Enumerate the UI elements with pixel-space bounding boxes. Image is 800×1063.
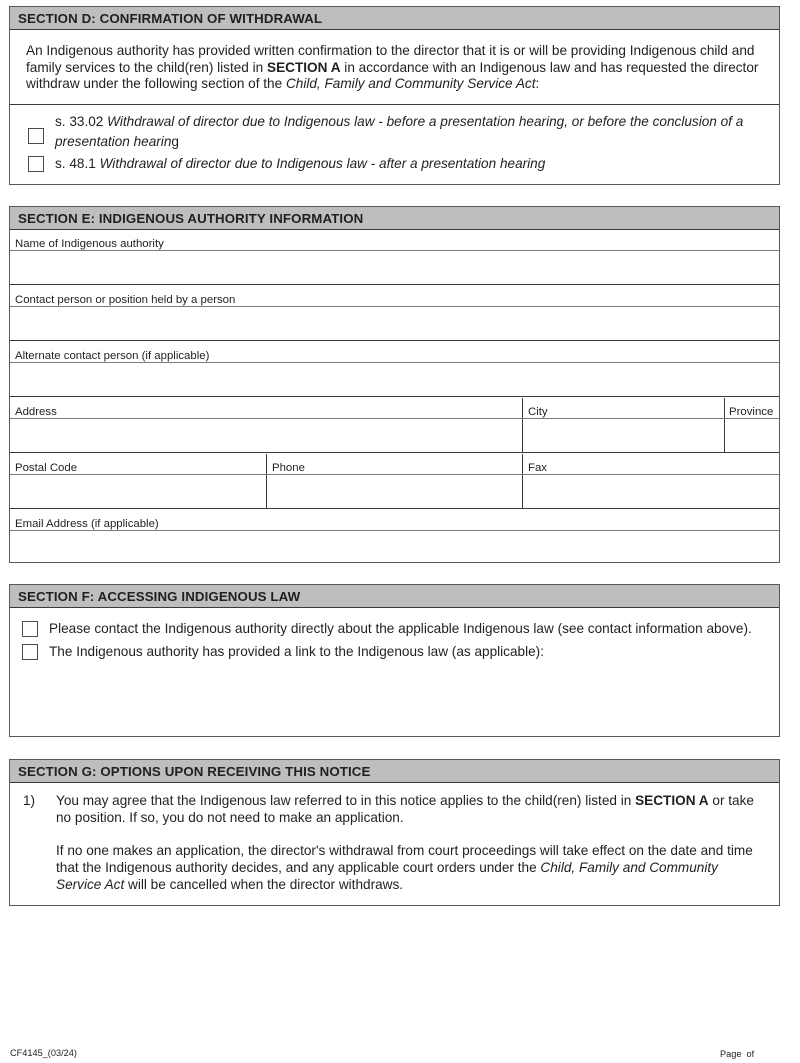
section-g-title: SECTION G: OPTIONS UPON RECEIVING THIS NOTICE xyxy=(10,760,779,783)
checkbox-s33-02[interactable] xyxy=(28,128,44,144)
postal-code-label: Postal Code xyxy=(15,462,78,474)
postal-row-labels xyxy=(10,454,779,475)
option-s33-02-section: s. 33.02 xyxy=(55,114,108,129)
province-input[interactable] xyxy=(725,419,779,452)
withdrawal-options xyxy=(10,105,779,174)
section-f-title: SECTION F: ACCESSING INDIGENOUS LAW xyxy=(10,585,779,608)
option-item xyxy=(10,783,779,894)
section-d-intro: An Indigenous authority has provided written confirmation to the director that it is or will be providing Indigenous child and family services to the child(ren) listed in SECTION A in accordance with an Indigenous law and has requested the director withdraw under the following section of the Child, Family and Community Service Act: xyxy=(10,30,779,105)
address-row-labels xyxy=(10,398,779,419)
phone-label: Phone xyxy=(266,454,522,474)
section-e-title: SECTION E: INDIGENOUS AUTHORITY INFORMATION xyxy=(10,207,779,230)
contact-person-input[interactable] xyxy=(10,307,779,340)
option-s33-02: s. 33.02 Withdrawal of director due to Indigenous law - before a presentation hearing, or before the conclusion of a presentation hearing xyxy=(10,112,779,152)
section-d-title: SECTION D: CONFIRMATION OF WITHDRAWAL xyxy=(10,7,779,30)
phone-input[interactable] xyxy=(267,475,522,508)
page-number: Page of xyxy=(720,1049,755,1059)
city-input[interactable] xyxy=(523,419,724,452)
option-item-number: 1) xyxy=(23,793,36,808)
email-label: Email Address (if applicable) xyxy=(10,510,779,531)
authority-name-input[interactable] xyxy=(10,251,779,284)
address-input[interactable] xyxy=(10,419,522,452)
fax-input[interactable] xyxy=(523,475,779,508)
authority-name-label: Name of Indigenous authority xyxy=(10,230,779,251)
option-s48-1-section: s. 48.1 xyxy=(55,156,100,171)
alternate-contact-input[interactable] xyxy=(10,363,779,396)
section-f xyxy=(9,584,780,737)
checkbox-s48-1[interactable] xyxy=(28,156,44,172)
option-item-paragraph-2: If no one makes an application, the director's withdrawal from court proceedings will take effect on the date and time that the Indigenous authority decides, and any applicable court orders under the Child, Family and Community Service Act will be cancelled when the director withdraws. xyxy=(56,843,753,892)
option-s33-02-description: Withdrawal of director due to Indigenous law - before a presentation hearing, or before the conclusion of a presentation hearin xyxy=(55,114,744,149)
option-link-provided-label: The Indigenous authority has provided a link to the Indigenous law (as applicable): xyxy=(49,644,544,659)
option-s48-1 xyxy=(10,154,779,174)
option-contact-authority xyxy=(10,621,779,637)
email-input[interactable] xyxy=(10,531,779,562)
alternate-contact-label: Alternate contact person (if applicable) xyxy=(10,342,779,363)
checkbox-link-provided[interactable] xyxy=(22,644,38,660)
option-s48-1-description: Withdrawal of director due to Indigenous law - after a presentation hearing xyxy=(99,156,546,171)
section-g xyxy=(9,759,780,906)
province-label: Province xyxy=(724,398,779,418)
fax-label: Fax xyxy=(522,454,779,474)
section-e xyxy=(9,206,780,563)
address-label: Address xyxy=(15,406,57,418)
option-contact-authority-label: Please contact the Indigenous authority directly about the applicable Indigenous law (see contact information above). xyxy=(49,621,752,636)
option-item-paragraph-1: You may agree that the Indigenous law referred to in this notice applies to the child(ren) listed in SECTION A or take no position. If so, you do not need to make an application. xyxy=(56,793,754,825)
option-link-provided xyxy=(10,644,779,660)
checkbox-contact-authority[interactable] xyxy=(22,621,38,637)
section-d xyxy=(9,6,780,185)
postal-code-input[interactable] xyxy=(10,475,266,508)
indigenous-law-link-input[interactable] xyxy=(48,661,768,726)
city-label: City xyxy=(522,398,724,418)
form-code: CF4145_(03/24) xyxy=(10,1048,77,1058)
contact-person-label: Contact person or position held by a person xyxy=(10,286,779,307)
